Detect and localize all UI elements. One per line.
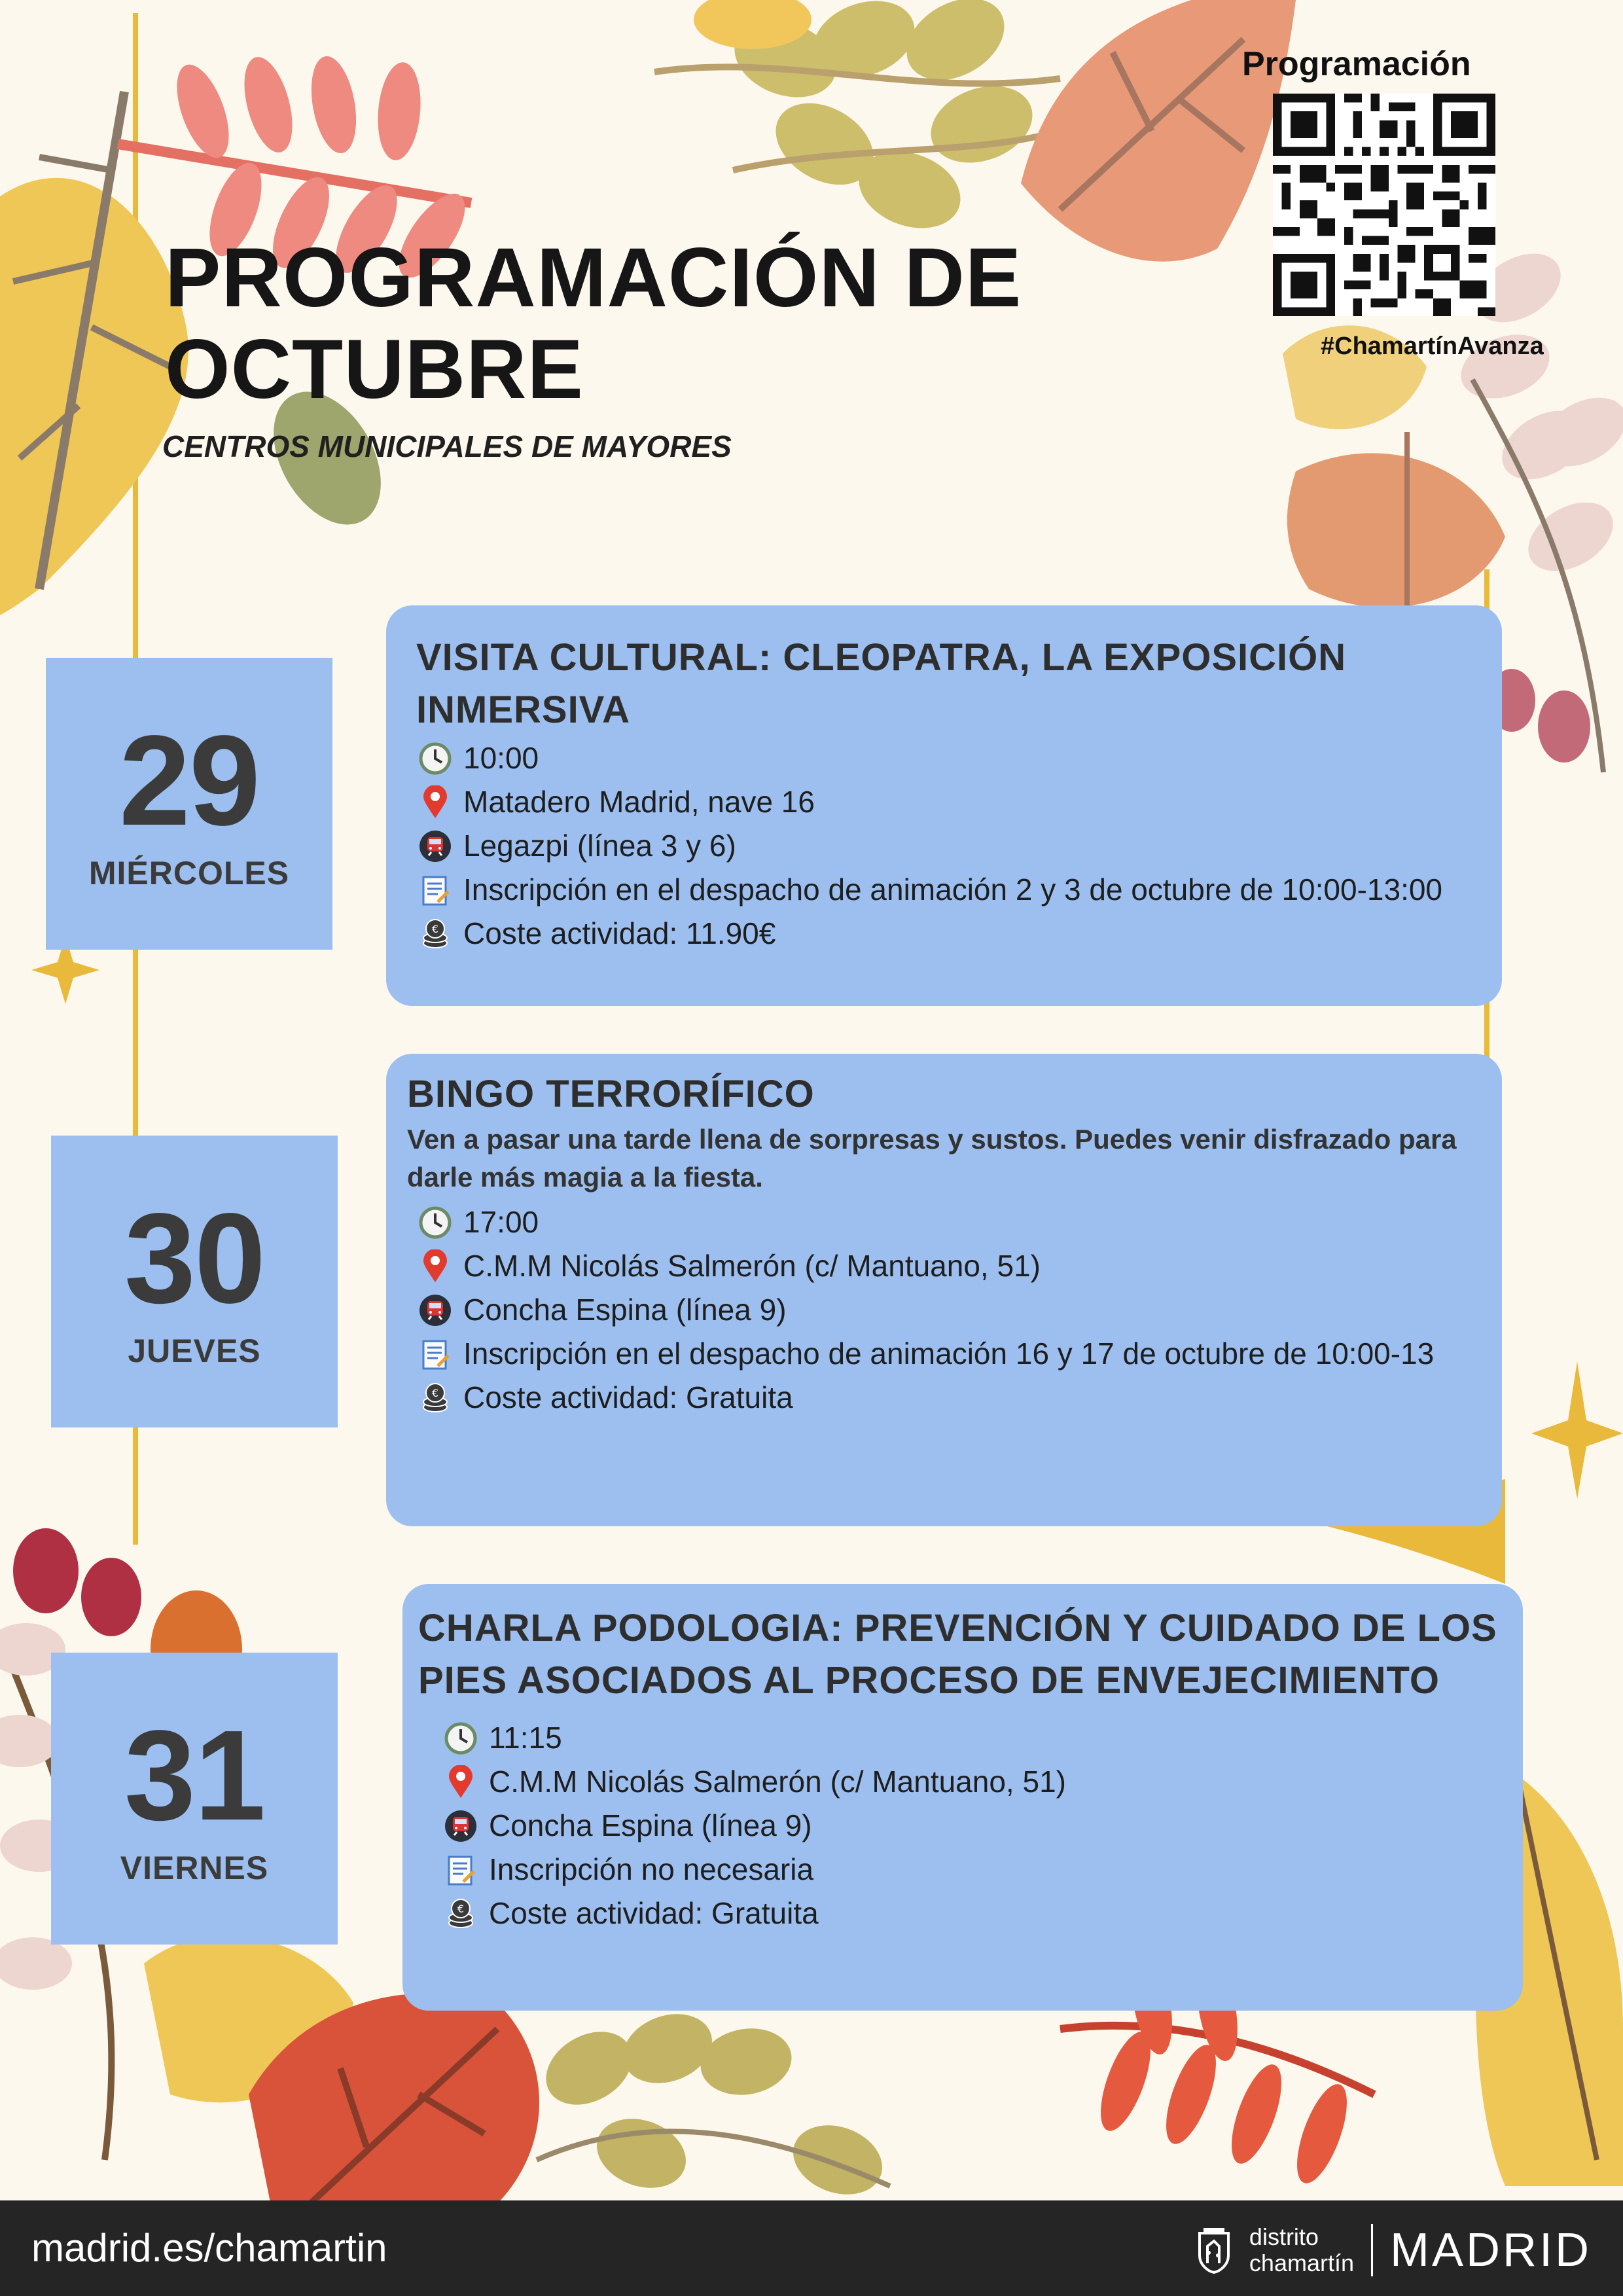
metro-train-icon	[416, 1288, 454, 1332]
event-description: Ven a pasar una tarde llena de sorpresas y sustos. Puedes venir disfrazado para darle más magia a la fiesta.	[407, 1124, 1457, 1193]
qr-label: Programación	[1242, 45, 1471, 83]
location-pin-icon	[442, 1760, 480, 1804]
metro-train-icon	[442, 1804, 480, 1848]
date-weekday: JUEVES	[128, 1333, 261, 1369]
date-box-31	[51, 1653, 338, 1945]
event-transport-row	[442, 1804, 1499, 1848]
registration-form-icon	[442, 1848, 480, 1892]
event-place-row	[442, 1760, 1499, 1804]
event-place-row	[416, 1244, 1476, 1288]
date-number: 30	[124, 1187, 264, 1330]
event-place: Matadero Madrid, nave 16	[463, 785, 815, 819]
registration-form-icon	[416, 1332, 454, 1376]
event-transport: Concha Espina (línea 9)	[463, 1293, 787, 1327]
event-card-bingo[interactable]	[386, 1054, 1502, 1526]
qr-code[interactable]	[1273, 94, 1495, 316]
event-title: VISITA CULTURAL: CLEOPATRA, LA EXPOSICIÓN INMERSIVA	[416, 636, 1347, 731]
svg-text:€: €	[431, 1386, 439, 1399]
page-title: PROGRAMACIÓN DE OCTUBRE	[165, 231, 1022, 416]
euro-coins-icon	[416, 912, 454, 956]
location-pin-icon	[416, 1244, 454, 1288]
page-subtitle: CENTROS MUNICIPALES DE MAYORES	[162, 429, 732, 463]
event-card-podologia[interactable]	[402, 1584, 1523, 2011]
event-transport: Concha Espina (línea 9)	[489, 1808, 812, 1842]
event-time: 10:00	[463, 741, 539, 775]
date-box-29	[46, 658, 332, 950]
euro-coins-icon	[442, 1892, 480, 1935]
date-weekday: MIÉRCOLES	[88, 855, 290, 891]
event-registration: Inscripción en el despacho de animación 16 y 17 de octubre de 10:00-13	[463, 1336, 1435, 1371]
event-place: C.M.M Nicolás Salmerón (c/ Mantuano, 51)	[463, 1249, 1041, 1283]
event-time-row	[416, 736, 1473, 780]
event-time: 17:00	[463, 1205, 539, 1239]
hashtag: #ChamartínAvanza	[1321, 332, 1544, 360]
brand-city: MADRID	[1390, 2224, 1592, 2276]
event-transport-row	[416, 824, 1473, 868]
date-number: 29	[118, 709, 259, 852]
registration-form-icon	[416, 868, 454, 912]
brand-district	[1249, 2224, 1373, 2276]
event-registration-row	[442, 1848, 1499, 1892]
date-box-30	[51, 1136, 338, 1427]
date-weekday: VIERNES	[120, 1850, 269, 1886]
clock-icon	[416, 736, 454, 780]
footer	[0, 2200, 1623, 2296]
date-number: 31	[124, 1704, 264, 1847]
event-cost: Coste actividad: 11.90€	[463, 916, 776, 950]
footer-url-link[interactable]: madrid.es/chamartin	[31, 2226, 387, 2270]
madrid-logo	[1197, 2217, 1592, 2283]
event-cost-row	[416, 1376, 1476, 1420]
event-card-cleopatra[interactable]	[386, 605, 1502, 1006]
madrid-crest-icon	[1197, 2227, 1231, 2274]
event-registration: Inscripción no necesaria	[489, 1852, 814, 1886]
event-transport-row	[416, 1288, 1476, 1332]
clock-icon	[442, 1716, 480, 1760]
brand-district-line1: distrito	[1249, 2223, 1319, 2250]
clock-icon	[416, 1200, 454, 1244]
event-registration-row	[416, 868, 1473, 912]
event-place: C.M.M Nicolás Salmerón (c/ Mantuano, 51)	[489, 1765, 1066, 1799]
svg-text:€: €	[457, 1902, 465, 1915]
event-title: BINGO TERRORÍFICO	[407, 1073, 815, 1115]
event-cost: Coste actividad: Gratuita	[463, 1380, 793, 1414]
event-cost-row	[442, 1892, 1499, 1935]
brand-district-line2: chamartín	[1249, 2250, 1354, 2276]
event-time-row	[442, 1716, 1499, 1760]
event-title: CHARLA PODOLOGIA: PREVENCIÓN Y CUIDADO DE LOS PIES ASOCIADOS AL PROCESO DE ENVEJECIMIENTO	[418, 1607, 1497, 1702]
event-time: 11:15	[489, 1721, 562, 1755]
event-cost-row	[416, 912, 1473, 956]
event-registration: Inscripción en el despacho de animación 2 y 3 de octubre de 10:00-13:00	[463, 872, 1443, 906]
event-cost: Coste actividad: Gratuita	[489, 1896, 819, 1930]
event-time-row	[416, 1200, 1476, 1244]
euro-coins-icon	[416, 1376, 454, 1420]
event-transport: Legazpi (línea 3 y 6)	[463, 829, 736, 863]
event-registration-row	[416, 1332, 1476, 1376]
svg-text:€: €	[431, 922, 439, 935]
metro-train-icon	[416, 824, 454, 868]
location-pin-icon	[416, 780, 454, 824]
event-place-row	[416, 780, 1473, 824]
